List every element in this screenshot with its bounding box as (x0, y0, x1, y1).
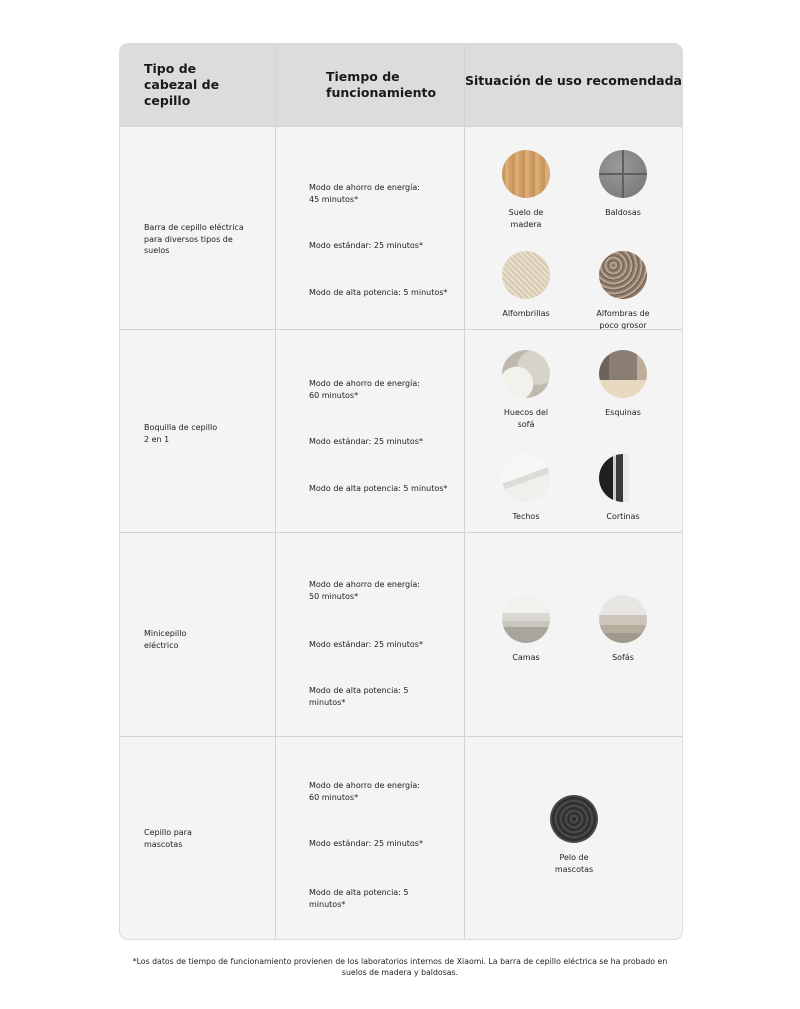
use-thin-carpets (578, 251, 668, 331)
pet-hair-image (550, 795, 598, 843)
brush-type-label: Boquilla de cepillo 2 en 1 (144, 423, 218, 444)
use-curtains (578, 454, 668, 523)
runtime-standard: Modo estándar: 25 minutos* (309, 437, 423, 446)
curtain-image (599, 454, 647, 502)
use-ceilings (481, 454, 571, 523)
runtime-eco: Modo de ahorro de energía: 50 minutos* (309, 580, 420, 601)
runtime-eco: Modo de ahorro de energía: 45 minutos* (309, 183, 420, 204)
runtime-high: Modo de alta potencia: 5 minutos* (309, 288, 448, 297)
runtime-eco: Modo de ahorro de energía: 60 minutos* (309, 781, 420, 802)
footnote: *Los datos de tiempo de funcionamiento provienen de los laboratorios internos de Xiaomi. La barra de cepillo eléctrica se ha probado en suelos de madera y baldosas. (132, 957, 668, 977)
brush-type-label: Minicepillo eléctrico (144, 629, 187, 650)
runtime-high: Modo de alta potencia: 5 minutos* (309, 484, 448, 493)
tiles-image (599, 150, 647, 198)
table-row (120, 329, 682, 533)
sofa-image (599, 595, 647, 643)
rugs-image (502, 251, 550, 299)
wood-floor-image (502, 150, 550, 198)
thin-carpet-image (599, 251, 647, 299)
use-label: Baldosas (605, 208, 641, 217)
use-label: Alfombrillas (502, 309, 550, 318)
table-header (120, 44, 682, 127)
use-tiles (578, 150, 668, 219)
use-label: Camas (512, 653, 540, 662)
brush-type-label: Cepillo para mascotas (144, 828, 192, 849)
use-wood-floor (481, 150, 571, 230)
use-label: Cortinas (606, 512, 640, 521)
table-row (120, 736, 682, 940)
runtime-standard: Modo estándar: 25 minutos* (309, 640, 423, 649)
use-label: Alfombras de poco grosor (596, 309, 650, 330)
brush-type-label: Barra de cepillo eléctrica para diversos tipos de suelos (144, 223, 244, 255)
use-rugs (481, 251, 571, 320)
runtime-standard: Modo estándar: 25 minutos* (309, 241, 423, 250)
use-sofas (578, 595, 668, 664)
table-row (120, 532, 682, 737)
use-pet-hair (529, 795, 619, 875)
use-label: Suelo de madera (508, 208, 544, 229)
use-label: Esquinas (605, 408, 641, 417)
use-corners (578, 350, 668, 419)
runtime-standard: Modo estándar: 25 minutos* (309, 839, 423, 848)
ceiling-image (502, 454, 550, 502)
runtime-high: Modo de alta potencia: 5 minutos* (309, 686, 409, 707)
use-label: Techos (512, 512, 540, 521)
header-brush-type: Tipo de cabezal de cepillo (144, 61, 220, 108)
corner-image (599, 350, 647, 398)
header-runtime: Tiempo de funcionamiento (326, 69, 437, 100)
header-recommended-use: Situación de uso recomendada (465, 73, 682, 88)
sofa-gap-image (502, 350, 550, 398)
use-beds (481, 595, 571, 664)
table-row (120, 126, 682, 330)
use-label: Pelo de mascotas (554, 853, 594, 874)
runtime-eco: Modo de ahorro de energía: 60 minutos* (309, 379, 420, 400)
use-sofa-gaps (481, 350, 571, 430)
bed-image (502, 595, 550, 643)
use-label: Huecos del sofá (503, 408, 549, 429)
brush-comparison-table (119, 43, 683, 940)
runtime-high: Modo de alta potencia: 5 minutos* (309, 888, 409, 909)
use-label: Sofás (612, 653, 634, 662)
